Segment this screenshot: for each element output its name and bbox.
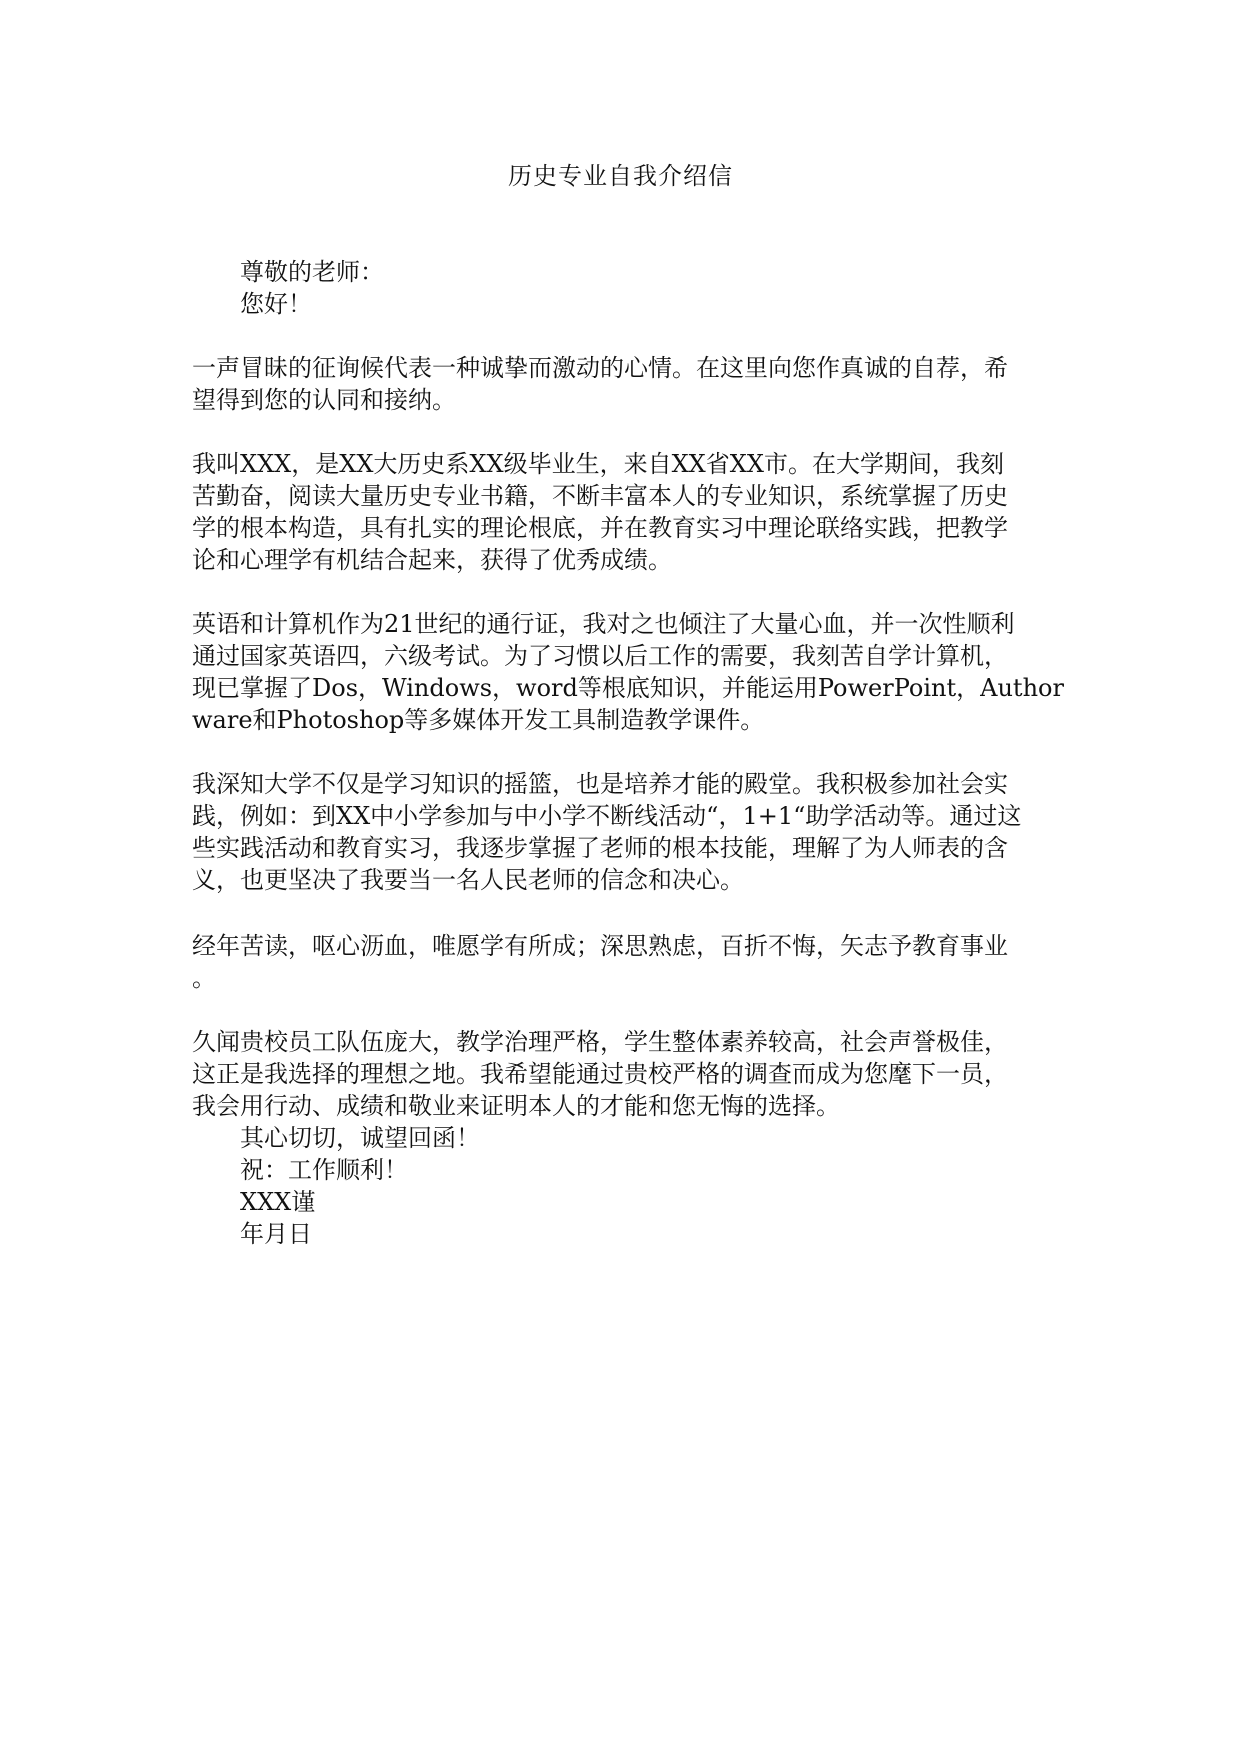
paragraph-line: 义，也更坚决了我要当一名人民老师的信念和决心。 — [192, 866, 744, 894]
paragraph-line: 通过国家英语四，六级考试。为了习惯以后工作的需要，我刻苦自学计算机， — [192, 642, 1008, 670]
paragraph-line: ware和Photoshop等多媒体开发工具制造教学课件。 — [192, 706, 765, 734]
paragraph-line: 望得到您的认同和接纳。 — [192, 386, 456, 414]
paragraph-line: 论和心理学有机结合起来，获得了优秀成绩。 — [192, 546, 672, 574]
paragraph-practice — [192, 768, 1050, 896]
paragraph-line: 我叫XXX，是XX大历史系XX级毕业生，来自XX省XX市。在大学期间，我刻 — [192, 450, 1004, 478]
paragraph-line: 我深知大学不仅是学习知识的摇篮，也是培养才能的殿堂。我积极参加社会实 — [192, 770, 1008, 798]
paragraph-background — [192, 448, 1050, 576]
paragraph-resolve — [192, 930, 1050, 994]
paragraph-line: 学的根本构造，具有扎实的理论根底，并在教育实习中理论联络实践，把教学 — [192, 514, 1008, 542]
document-title: 历史专业自我介绍信 — [508, 162, 733, 190]
paragraph-line: 些实践活动和教育实习，我逐步掌握了老师的根本技能，理解了为人师表的含 — [192, 834, 1008, 862]
paragraph-school — [192, 1026, 1050, 1122]
paragraph-line: 经年苦读，呕心沥血，唯愿学有所成；深思熟虑，百折不悔，矢志予教育事业 — [192, 932, 1008, 960]
paragraph-line: 久闻贵校员工队伍庞大，教学治理严格，学生整体素养较高，社会声誉极佳， — [192, 1028, 1008, 1056]
paragraph-line: 。 — [192, 964, 216, 992]
paragraph-line: 我会用行动、成绩和敬业来证明本人的才能和您无悔的选择。 — [192, 1092, 840, 1120]
paragraph-skills — [192, 608, 1064, 736]
greeting: 您好！ — [240, 290, 312, 318]
signature: XXX谨 — [240, 1188, 316, 1216]
paragraph-line: 这正是我选择的理想之地。我希望能通过贵校严格的调查而成为您麾下一员， — [192, 1060, 1008, 1088]
paragraph-line: 现已掌握了Dos，Windows，word等根底知识，并能运用PowerPoint，Author — [192, 674, 1064, 702]
date-line: 年月日 — [240, 1220, 312, 1248]
paragraph-line: 一声冒昧的征询候代表一种诚挚而激动的心情。在这里向您作真诚的自荐，希 — [192, 354, 1008, 382]
closing-wish: 祝：工作顺利！ — [240, 1156, 408, 1184]
salutation: 尊敬的老师： — [240, 258, 384, 286]
paragraph-line: 践，例如：到XX中小学参加与中小学不断线活动“，1+1“助学活动等。通过这 — [192, 802, 1022, 830]
paragraph-line: 英语和计算机作为21世纪的通行证，我对之也倾注了大量心血，并一次性顺利 — [192, 610, 1015, 638]
paragraph-intro — [192, 352, 1050, 416]
paragraph-line: 苦勤奋，阅读大量历史专业书籍，不断丰富本人的专业知识，系统掌握了历史 — [192, 482, 1008, 510]
closing-line: 其心切切，诚望回函！ — [240, 1124, 480, 1152]
